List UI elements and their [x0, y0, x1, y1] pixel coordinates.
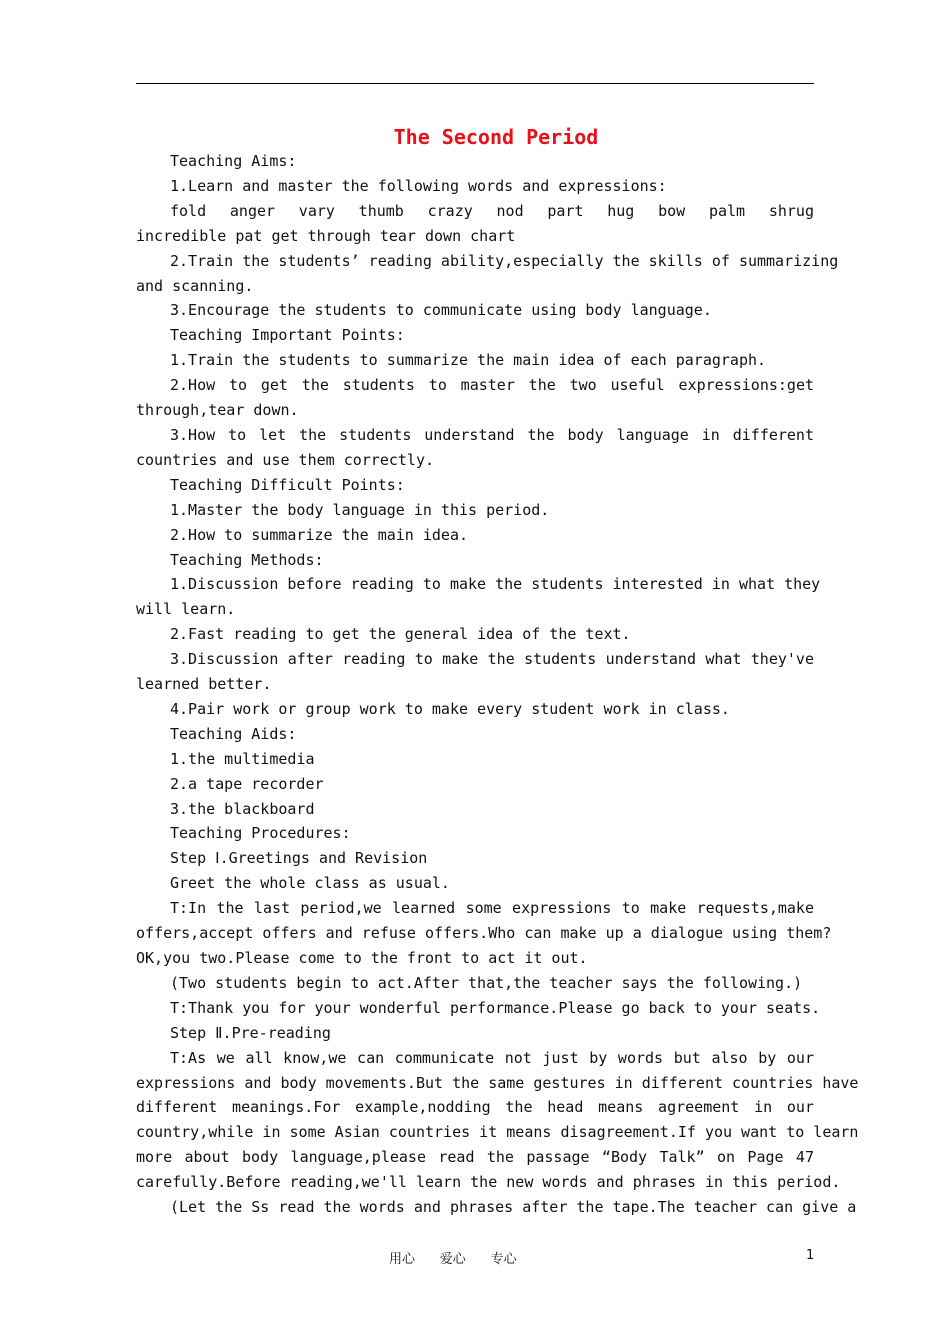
page-number: 1 — [806, 1248, 815, 1263]
text-line: (Two students begin to act.After that,the teacher says the following.) — [170, 973, 803, 992]
text-line: and scanning. — [136, 276, 254, 295]
text-line: expressions and body movements.But the same gestures in different countries have — [136, 1073, 859, 1092]
text-line: 2.How to summarize the main idea. — [170, 525, 469, 544]
text-line: Teaching Aids: — [170, 724, 297, 743]
text-line: 3.Discussion after reading to make the students understand what they've — [170, 650, 814, 669]
text-line: 2.Train the students’ reading ability,especially the skills of summarizing — [170, 251, 839, 270]
text-line: countries and use them correctly. — [136, 450, 435, 469]
text-line: Step Ⅰ.Greetings and Revision — [170, 849, 428, 868]
text-line: incredible pat get through tear down chart — [136, 226, 516, 245]
text-line: Teaching Aims: — [170, 152, 297, 170]
text-line: Teaching Methods: — [170, 550, 324, 569]
text-line: 1.Train the students to summarize the main idea of each paragraph. — [170, 351, 767, 370]
text-line: OK,you two.Please come to the front to act it out. — [136, 949, 588, 967]
text-line: Step Ⅱ.Pre-reading — [170, 1023, 331, 1042]
text-line: through,tear down. — [136, 401, 299, 420]
text-line: more about body language,please read the passage “Body Talk” on Page 47 — [136, 1148, 814, 1167]
text-line: 3.the blackboard — [170, 799, 315, 818]
text-line: 1.the multimedia — [170, 749, 315, 768]
text-line: Teaching Important Points: — [170, 326, 405, 345]
text-line: different meanings.For example,nodding the head means agreement in our — [136, 1098, 814, 1117]
text-line: (Let the Ss read the words and phrases after the tape.The teacher can give a — [170, 1198, 857, 1217]
text-line: 1.Learn and master the following words and expressions: — [170, 176, 667, 195]
text-line: fold anger vary thumb crazy nod part hug bow palm shrug — [170, 201, 814, 220]
text-line: carefully.Before reading,we'll learn the new words and phrases in this period. — [136, 1173, 841, 1192]
document-body — [136, 149, 859, 1220]
text-line: Teaching Procedures: — [170, 824, 351, 843]
text-line: Teaching Difficult Points: — [170, 475, 405, 494]
text-line: 1.Discussion before reading to make the students interested in what they — [170, 575, 821, 594]
text-line: 1.Master the body language in this period. — [170, 500, 550, 519]
text-line: T:As we all know,we can communicate not just by words but also by our — [170, 1048, 814, 1067]
text-line: T:Thank you for your wonderful performance.Please go back to your seats. — [170, 998, 821, 1017]
text-line: 2.Fast reading to get the general idea of the text. — [170, 625, 631, 644]
text-line: 2.How to get the students to master the two useful expressions:get — [170, 376, 814, 395]
text-line: 3.How to let the students understand the body language in different — [170, 425, 814, 444]
text-line: 2.a tape recorder — [170, 774, 324, 793]
text-line: T:In the last period,we learned some expressions to make requests,make — [170, 899, 814, 918]
text-line: offers,accept offers and refuse offers.Who can make up a dialogue using them? — [136, 924, 832, 943]
page-title: The Second Period — [393, 125, 599, 149]
footer-motto: 用心 爱心 专心 — [389, 1252, 517, 1267]
text-line: country,while in some Asian countries it means disagreement.If you want to learn — [136, 1123, 859, 1142]
text-line: learned better. — [136, 675, 272, 694]
text-line: will learn. — [136, 600, 236, 619]
text-line: Greet the whole class as usual. — [170, 874, 450, 893]
text-line: 4.Pair work or group work to make every student work in class. — [170, 699, 730, 718]
header-rule — [136, 83, 814, 84]
text-line: 3.Encourage the students to communicate using body language. — [170, 301, 712, 320]
